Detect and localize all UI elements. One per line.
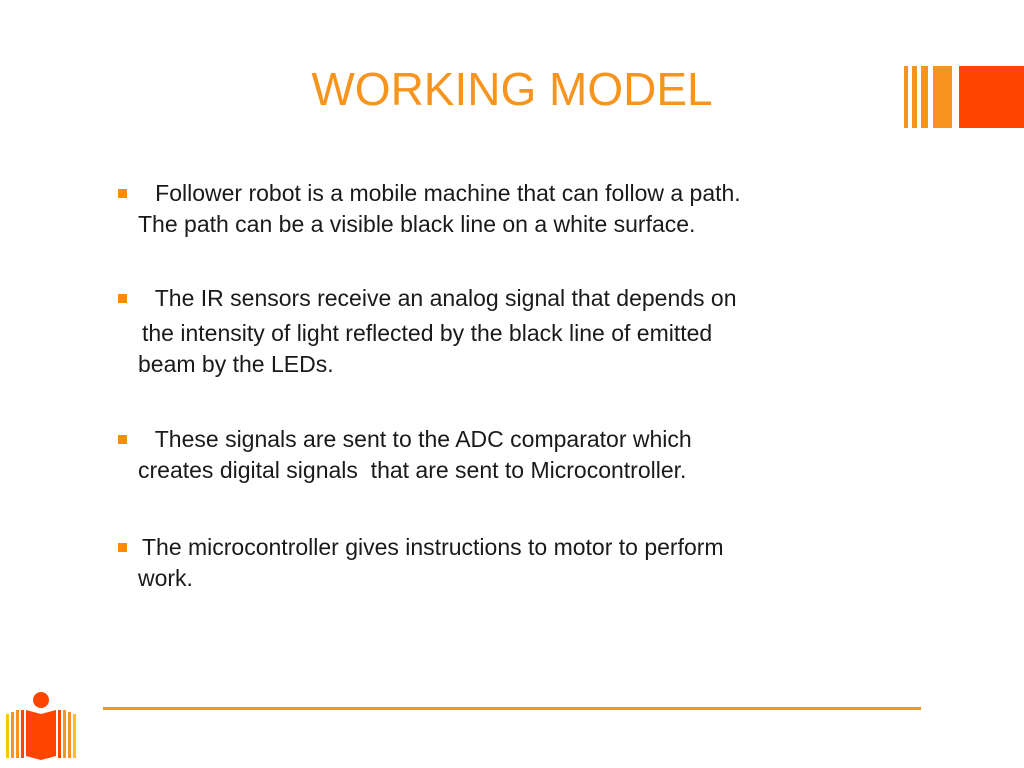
bullet-item xyxy=(118,178,908,240)
bullet-item xyxy=(118,283,908,380)
bullet-line: The path can be a visible black line on a white surface. xyxy=(138,211,696,237)
bullet-line: The IR sensors receive an analog signal that depends on xyxy=(136,285,737,311)
slide-title: WORKING MODEL xyxy=(311,63,713,115)
bullet-item xyxy=(118,424,908,486)
square-bullet-icon xyxy=(118,189,127,198)
bullet-line: These signals are sent to the ADC comparator which xyxy=(136,426,692,452)
bullet-line: the intensity of light reflected by the black line of emitted xyxy=(142,320,713,346)
open-book-person-logo-icon xyxy=(4,690,78,762)
square-bullet-icon xyxy=(118,435,127,444)
square-bullet-icon xyxy=(118,294,127,303)
bullet-line: The microcontroller gives instructions to motor to perform xyxy=(136,534,724,560)
bullet-line: beam by the LEDs. xyxy=(138,351,334,377)
bullet-item xyxy=(118,532,908,594)
bullet-line: work. xyxy=(138,565,193,591)
square-bullet-icon xyxy=(118,543,127,552)
bullet-line: Follower robot is a mobile machine that can follow a path. xyxy=(136,180,741,206)
bottom-divider xyxy=(103,707,921,710)
bullet-line: creates digital signals that are sent to Microcontroller. xyxy=(138,457,687,483)
